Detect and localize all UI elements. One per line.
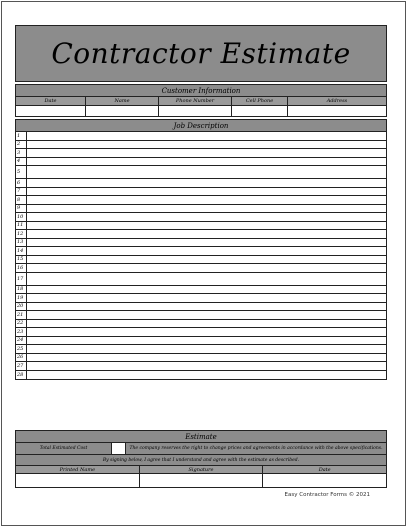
job-row <box>16 328 386 337</box>
job-row-description-field[interactable] <box>27 256 386 264</box>
job-row-description-field[interactable] <box>27 362 386 370</box>
signature-field[interactable] <box>140 474 264 487</box>
job-row-description-field[interactable] <box>27 371 386 380</box>
footer-credit: Easy Contractor Forms © 2021 <box>284 492 370 498</box>
job-row-description-field[interactable] <box>27 196 386 204</box>
signature-headers <box>15 466 387 474</box>
job-row-number: 5 <box>16 166 27 178</box>
job-row-description-field[interactable] <box>27 273 386 285</box>
signature-date-field[interactable] <box>263 474 386 487</box>
sig-header-printed-name: Printed Name <box>16 466 140 473</box>
job-row-description-field[interactable] <box>27 239 386 247</box>
job-row <box>16 371 386 380</box>
job-row-description-field[interactable] <box>27 179 386 187</box>
ci-header-name: Name <box>86 97 159 105</box>
job-row-number: 26 <box>16 354 27 362</box>
job-row-number: 16 <box>16 264 27 272</box>
job-row-number: 7 <box>16 188 27 196</box>
customer-info-heading-label: Customer Information <box>161 86 241 95</box>
estimate-heading <box>15 430 387 443</box>
job-row <box>16 239 386 248</box>
sig-header-signature: Signature <box>140 466 264 473</box>
job-row-description-field[interactable] <box>27 354 386 362</box>
estimate-row-1 <box>15 443 387 455</box>
job-row <box>16 213 386 222</box>
job-row-number: 10 <box>16 213 27 221</box>
job-row-description-field[interactable] <box>27 205 386 213</box>
ci-header-cell: Cell Phone <box>232 97 288 105</box>
job-row-description-field[interactable] <box>27 294 386 302</box>
job-row-number: 27 <box>16 362 27 370</box>
job-row <box>16 256 386 265</box>
job-row <box>16 179 386 188</box>
job-row-number: 4 <box>16 158 27 166</box>
job-row <box>16 166 386 179</box>
job-row <box>16 320 386 329</box>
job-row-description-field[interactable] <box>27 264 386 272</box>
job-row-description-field[interactable] <box>27 328 386 336</box>
job-row <box>16 345 386 354</box>
job-row-number: 15 <box>16 256 27 264</box>
job-row-number: 6 <box>16 179 27 187</box>
job-row <box>16 273 386 286</box>
total-estimated-cost-field[interactable] <box>112 443 126 454</box>
job-row-number: 22 <box>16 320 27 328</box>
job-row <box>16 311 386 320</box>
customer-info-values <box>15 106 387 117</box>
job-row-description-field[interactable] <box>27 149 386 157</box>
estimate-row-2 <box>15 455 387 466</box>
job-row-number: 3 <box>16 149 27 157</box>
job-row-number: 12 <box>16 230 27 238</box>
job-description-table <box>15 132 387 380</box>
estimate-terms-note: The company reserves the right to change prices and agreements in accordance with the above specifications. <box>129 446 383 451</box>
title-banner <box>15 25 387 82</box>
job-description-heading <box>15 119 387 132</box>
job-row-description-field[interactable] <box>27 230 386 238</box>
job-row-description-field[interactable] <box>27 320 386 328</box>
customer-info-headers <box>15 97 387 106</box>
job-row-number: 18 <box>16 286 27 294</box>
customer-info-heading <box>15 84 387 97</box>
job-row-number: 8 <box>16 196 27 204</box>
job-row-description-field[interactable] <box>27 132 386 140</box>
ci-cell-field[interactable] <box>232 106 288 116</box>
job-row <box>16 205 386 214</box>
job-row-description-field[interactable] <box>27 337 386 345</box>
job-row-number: 28 <box>16 371 27 380</box>
ci-date-field[interactable] <box>16 106 86 116</box>
job-row-number: 9 <box>16 205 27 213</box>
job-row-description-field[interactable] <box>27 213 386 221</box>
job-row-description-field[interactable] <box>27 141 386 149</box>
job-row <box>16 149 386 158</box>
job-row <box>16 303 386 312</box>
job-row-number: 20 <box>16 303 27 311</box>
job-description-heading-label: Job Description <box>173 121 229 130</box>
job-row-description-field[interactable] <box>27 222 386 230</box>
job-row <box>16 222 386 231</box>
job-row-number: 14 <box>16 247 27 255</box>
job-row-description-field[interactable] <box>27 158 386 166</box>
job-row-number: 1 <box>16 132 27 140</box>
ci-header-address: Address <box>326 98 348 104</box>
job-row <box>16 188 386 197</box>
job-row-description-field[interactable] <box>27 166 386 178</box>
printed-name-field[interactable] <box>16 474 140 487</box>
estimate-heading-label: Estimate <box>185 432 217 441</box>
job-row-description-field[interactable] <box>27 247 386 255</box>
job-row-number: 19 <box>16 294 27 302</box>
job-row <box>16 141 386 150</box>
ci-header-date: Date <box>16 97 86 105</box>
job-row <box>16 230 386 239</box>
job-row-number: 11 <box>16 222 27 230</box>
sig-header-date: Date <box>318 466 331 473</box>
job-row <box>16 362 386 371</box>
job-row <box>16 354 386 363</box>
job-row-description-field[interactable] <box>27 188 386 196</box>
job-row <box>16 264 386 273</box>
job-row-number: 17 <box>16 273 27 285</box>
signature-values <box>15 474 387 488</box>
job-row <box>16 158 386 167</box>
ci-header-phone: Phone Number <box>159 97 232 105</box>
job-row-description-field[interactable] <box>27 345 386 353</box>
ci-name-field[interactable] <box>86 106 159 116</box>
job-row <box>16 132 386 141</box>
ci-address-field[interactable] <box>288 106 386 116</box>
total-estimated-cost-label: Total Estimated Cost <box>16 443 112 454</box>
job-row <box>16 196 386 205</box>
job-row <box>16 286 386 295</box>
job-row-description-field[interactable] <box>27 286 386 294</box>
job-row <box>16 247 386 256</box>
job-row-number: 2 <box>16 141 27 149</box>
job-row <box>16 337 386 346</box>
page-title: Contractor Estimate <box>51 37 351 70</box>
job-row-description-field[interactable] <box>27 303 386 311</box>
job-row-number: 23 <box>16 328 27 336</box>
job-row-number: 21 <box>16 311 27 319</box>
job-row-description-field[interactable] <box>27 311 386 319</box>
estimate-agreement-note: By signing below, I agree that I understand and agree with the estimate as described. <box>102 457 300 463</box>
job-row <box>16 294 386 303</box>
job-row-number: 24 <box>16 337 27 345</box>
ci-phone-field[interactable] <box>159 106 232 116</box>
job-row-number: 25 <box>16 345 27 353</box>
job-row-number: 13 <box>16 239 27 247</box>
